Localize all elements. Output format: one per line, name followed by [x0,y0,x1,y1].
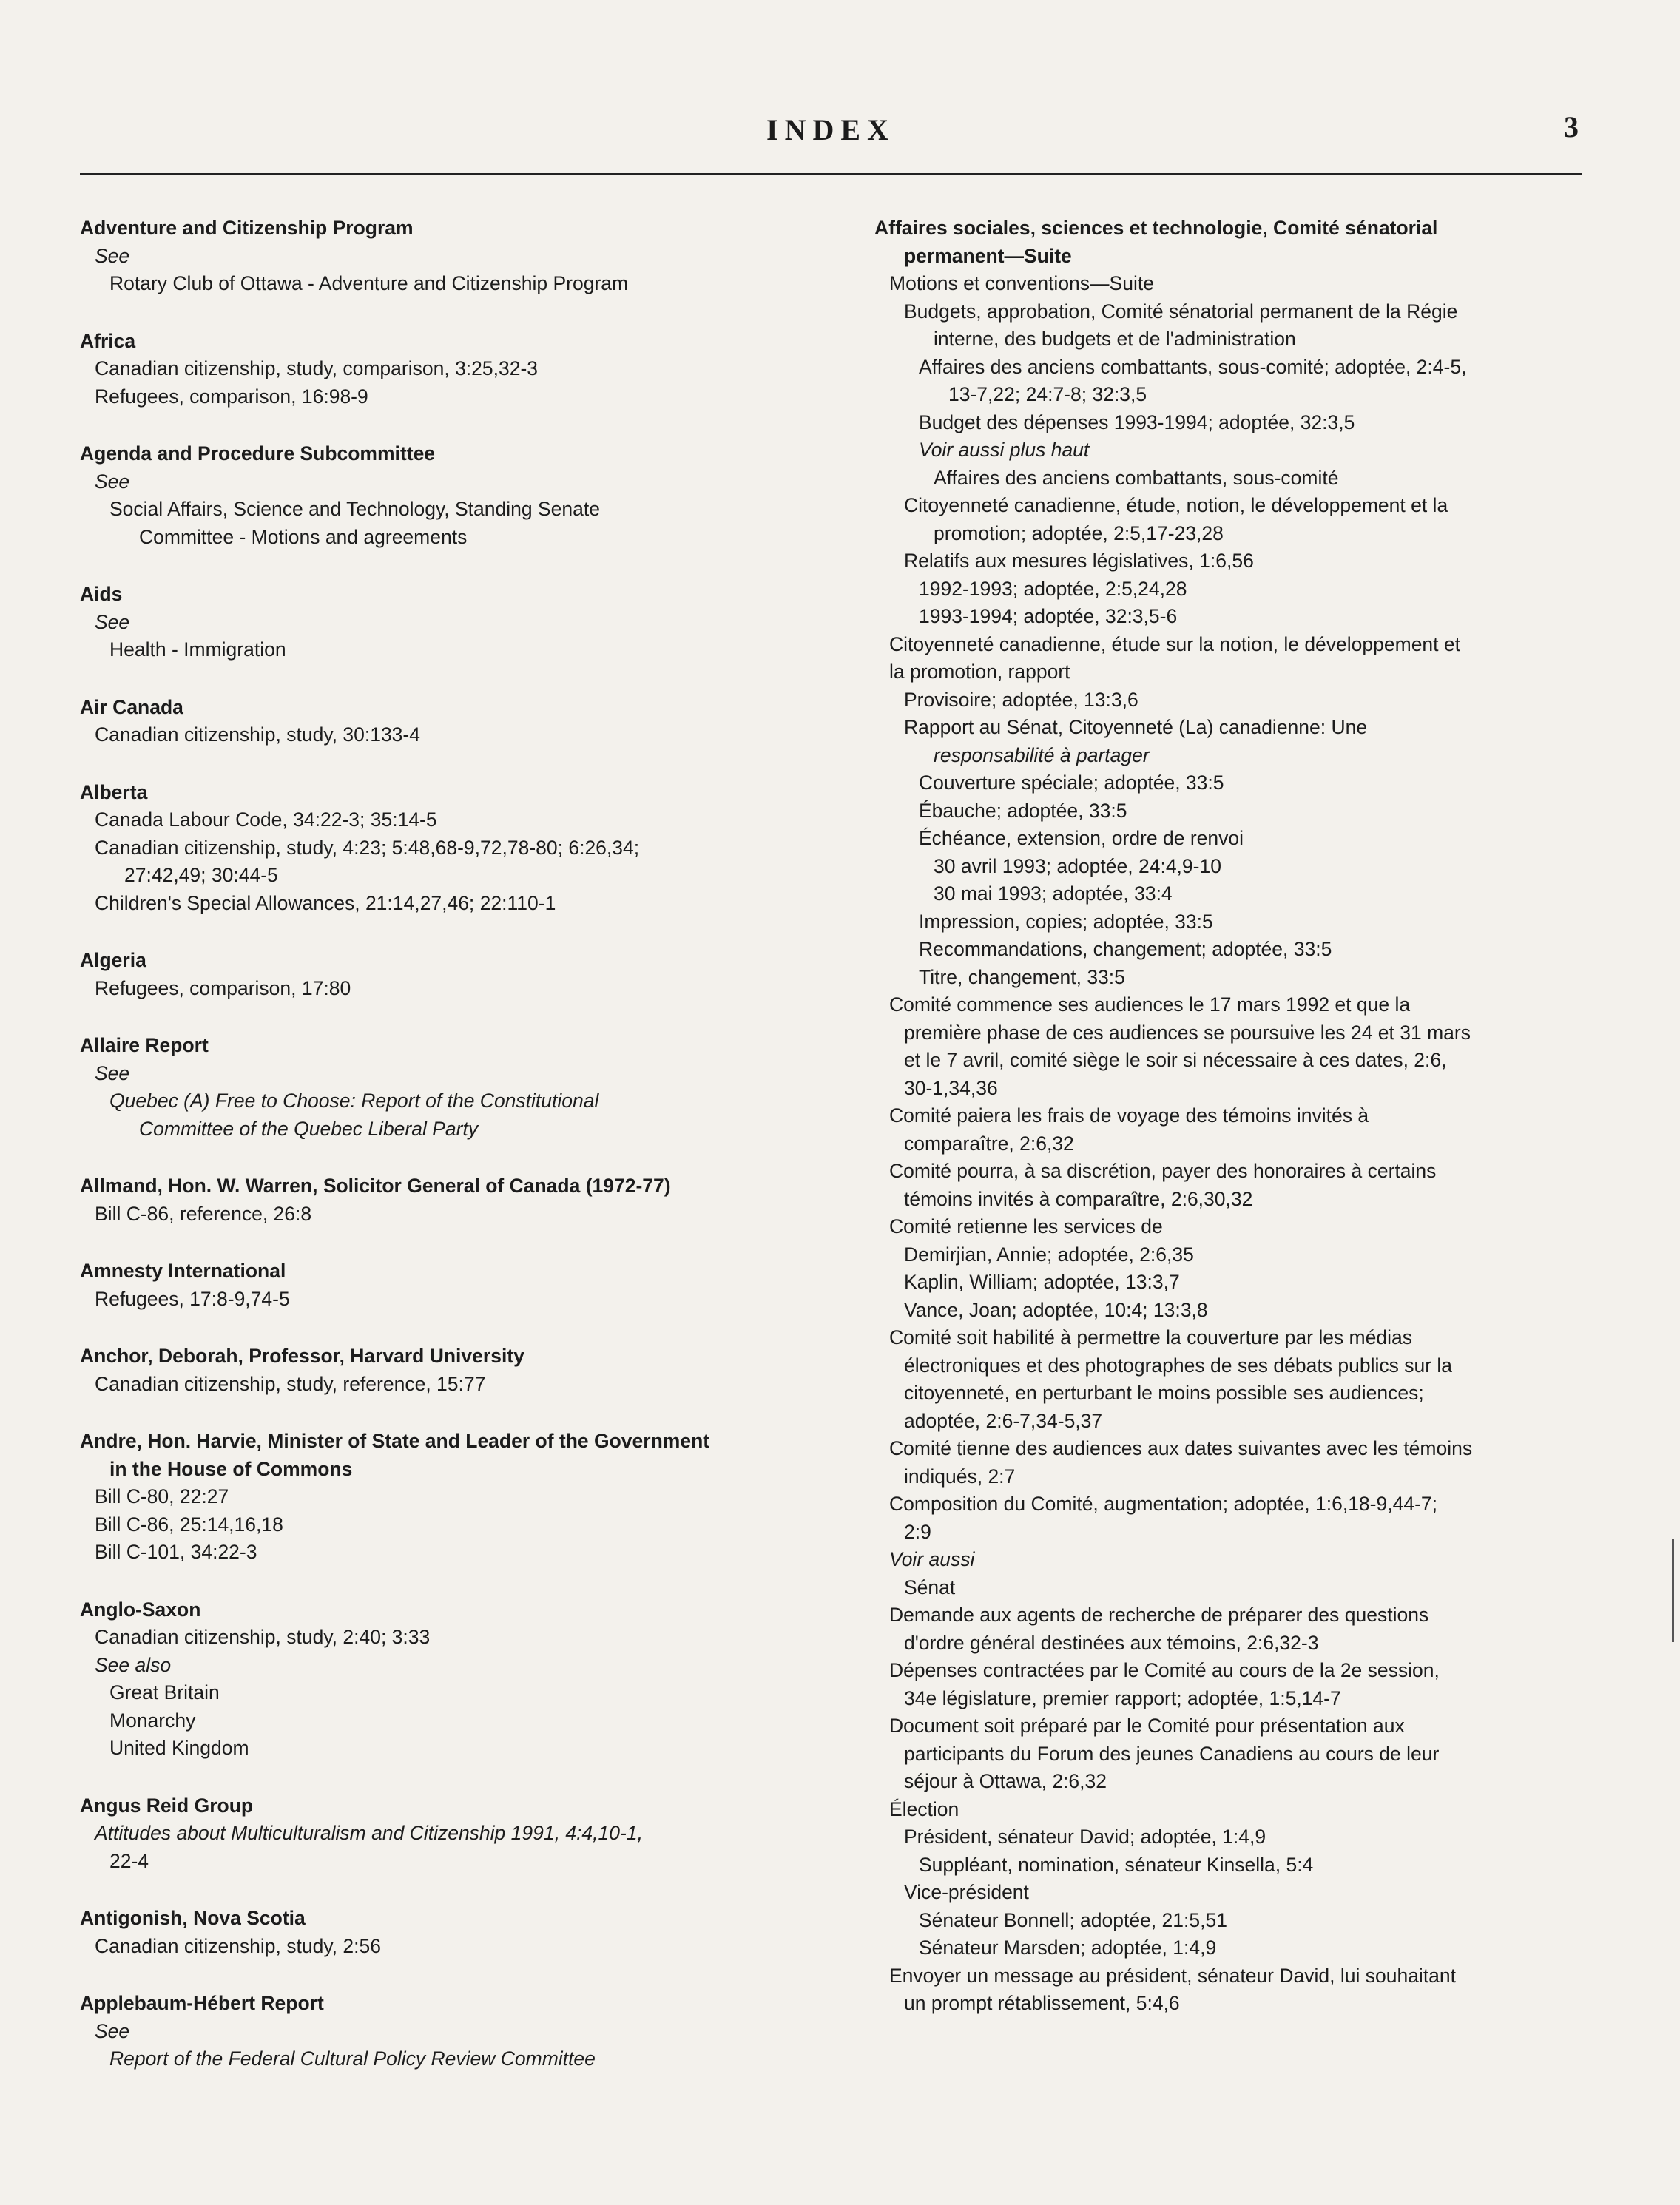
index-subentry: Demande aux agents de recherche de préparer des questions [889,1604,1429,1626]
index-subentry: Rapport au Sénat, Citoyenneté (La) canadienne: Une [904,716,1368,738]
index-subentry: See [95,470,130,493]
index-entry [80,779,827,918]
index-subentry: Ébauche; adoptée, 33:5 [919,799,1127,822]
index-subentry: d'ordre général destinées aux témoins, 2:6,32-3 [904,1631,1319,1654]
index-heading: Allaire Report [80,1034,209,1056]
index-subentry: 30-1,34,36 [904,1076,998,1099]
index-subentry: Bill C-80, 22:27 [95,1485,229,1507]
index-subentry: Refugees, comparison, 17:80 [95,976,351,999]
index-subentry: adoptée, 2:6-7,34-5,37 [904,1409,1103,1432]
index-entry [80,1428,827,1567]
index-subentry: électroniques et des photographes de ses débats publics sur la [904,1354,1453,1377]
index-subentry: See [95,244,130,267]
index-subentry: participants du Forum des jeunes Canadiens au cours de leur [904,1742,1440,1765]
index-heading: Air Canada [80,695,183,718]
index-heading: Agenda and Procedure Subcommittee [80,442,436,465]
index-subentry: Canadian citizenship, study, comparison, 3:25,32-3 [95,357,539,379]
index-subentry: Couverture spéciale; adoptée, 33:5 [919,771,1224,794]
index-subentry: séjour à Ottawa, 2:6,32 [904,1770,1107,1792]
index-heading: Africa [80,329,136,352]
index-subentry: See [95,1061,130,1084]
index-subentry: See also [95,1653,172,1676]
index-subentry: United Kingdom [109,1737,249,1759]
index-subentry: Children's Special Allowances, 21:14,27,46; 22:110-1 [95,891,556,914]
index-subentry: Comité paiera les frais de voyage des témoins invités à [889,1104,1369,1127]
index-subentry: Président, sénateur David; adoptée, 1:4,9 [904,1826,1266,1848]
index-subentry: Voir aussi plus haut [919,439,1090,461]
index-heading: Allmand, Hon. W. Warren, Solicitor General of Canada (1972-77) [80,1175,671,1197]
index-subentry: 22-4 [109,1849,149,1872]
index-subentry: 1993-1994; adoptée, 32:3,5-6 [919,605,1178,627]
index-heading: Affaires sociales, sciences et technologie, Comité sénatorial [874,217,1438,239]
index-subentry: Comité tienne des audiences aux dates suivantes avec les témoins [889,1437,1473,1459]
index-subentry: Report of the Federal Cultural Policy Review Committee [109,2047,596,2070]
index-entry [80,1792,827,1876]
index-subentry: interne, des budgets et de l'administration [934,328,1296,350]
index-entry [80,581,827,664]
index-subentry: permanent—Suite [904,244,1072,267]
index-subentry: Citoyenneté canadienne, étude sur la notion, le développement et [889,632,1460,655]
index-subentry: Great Britain [109,1681,220,1703]
index-entry [80,440,827,551]
index-subentry: 30 avril 1993; adoptée, 24:4,9-10 [934,854,1221,877]
index-entry [80,1990,827,2073]
index-subentry: Vice-président [904,1881,1029,1903]
index-entry [80,1596,827,1763]
index-subentry: 2:9 [904,1520,931,1543]
index-subentry: Committee - Motions and agreements [139,525,468,548]
index-subentry: Impression, copies; adoptée, 33:5 [919,910,1213,933]
index-subentry: Vance, Joan; adoptée, 10:4; 13:3,8 [904,1298,1208,1321]
index-subentry: Affaires des anciens combattants, sous-comité [934,466,1339,489]
page-title: INDEX [766,113,895,146]
index-subentry: Provisoire; adoptée, 13:3,6 [904,688,1138,711]
index-subentry: Health - Immigration [109,638,286,661]
index-heading: Andre, Hon. Harvie, Minister of State and Leader of the Government [80,1430,710,1452]
index-subentry: Demirjian, Annie; adoptée, 2:6,35 [904,1243,1194,1266]
index-subentry: 1992-1993; adoptée, 2:5,24,28 [919,577,1187,600]
index-subentry: 27:42,49; 30:44-5 [124,864,278,886]
index-subentry: Sénateur Marsden; adoptée, 1:4,9 [919,1936,1217,1959]
page-header [80,109,1582,175]
left-index-column [80,215,827,2103]
index-subentry: 34e législature, premier rapport; adoptée, 1:5,14-7 [904,1686,1341,1709]
index-subentry: Relatifs aux mesures législatives, 1:6,56 [904,550,1254,572]
index-subentry: Recommandations, changement; adoptée, 33:5 [919,938,1332,960]
index-subentry: Document soit préparé par le Comité pour présentation aux [889,1715,1405,1737]
index-entry [80,1172,827,1228]
page-edge-mark [1672,1539,1674,1642]
index-entry [80,947,827,1002]
index-entry [80,1905,827,1960]
index-subentry: Committee of the Quebec Liberal Party [139,1117,479,1140]
index-subentry: Comité retienne les services de [889,1215,1163,1237]
index-heading: Anglo-Saxon [80,1598,201,1621]
index-subentry: Attitudes about Multiculturalism and Citizenship 1991, 4:4,10-1, [95,1822,643,1844]
index-subentry: Sénat [904,1576,956,1598]
index-subentry: Canadian citizenship, study, 4:23; 5:48,68-9,72,78-80; 6:26,34; [95,836,640,859]
index-subentry: Bill C-86, 25:14,16,18 [95,1513,283,1536]
index-subentry: Comité commence ses audiences le 17 mars 1992 et que la [889,993,1411,1016]
index-subentry: Refugees, comparison, 16:98-9 [95,385,368,408]
index-subentry: promotion; adoptée, 2:5,17-23,28 [934,521,1224,544]
index-subentry: et le 7 avril, comité siège le soir si nécessaire à ces dates, 2:6, [904,1049,1447,1071]
index-subentry: Composition du Comité, augmentation; adoptée, 1:6,18-9,44-7; [889,1493,1437,1515]
index-subentry: Élection [889,1797,959,1820]
index-subentry: Motions et conventions—Suite [889,272,1154,294]
index-subentry: indiqués, 2:7 [904,1465,1016,1488]
index-subentry: Comité pourra, à sa discrétion, payer des honoraires à certains [889,1160,1437,1182]
index-subentry: Bill C-101, 34:22-3 [95,1541,257,1563]
index-entry [80,1032,827,1143]
index-subentry: Envoyer un message au président, sénateur David, lui souhaitant [889,1964,1457,1987]
index-subentry: responsabilité à partager [934,743,1150,766]
index-heading: Antigonish, Nova Scotia [80,1907,306,1929]
index-subentry: Social Affairs, Science and Technology, Standing Senate [109,498,600,520]
index-subentry: Voir aussi [889,1548,975,1570]
index-entry [80,328,827,411]
index-subentry: Titre, changement, 33:5 [919,965,1125,988]
index-subentry: Échéance, extension, ordre de renvoi [919,827,1244,849]
index-heading: Alberta [80,780,148,803]
index-subentry: première phase de ces audiences se poursuive les 24 et 31 mars [904,1021,1471,1044]
page-number: 3 [1564,110,1579,143]
index-heading: Algeria [80,949,146,971]
index-subentry: 30 mai 1993; adoptée, 33:4 [934,882,1173,905]
index-subentry: Sénateur Bonnell; adoptée, 21:5,51 [919,1908,1227,1931]
index-subentry: Rotary Club of Ottawa - Adventure and Citizenship Program [109,272,629,294]
right-index-column [874,215,1614,2047]
index-subentry: Canada Labour Code, 34:22-3; 35:14-5 [95,808,437,831]
index-subentry: See [95,610,130,633]
index-subentry: 13-7,22; 24:7-8; 32:3,5 [948,383,1147,405]
index-subentry: Dépenses contractées par le Comité au cours de la 2e session, [889,1659,1440,1681]
index-entry [874,215,1614,2018]
index-subentry: Bill C-86, reference, 26:8 [95,1202,312,1225]
index-subentry: Suppléant, nomination, sénateur Kinsella, 5:4 [919,1853,1314,1876]
index-subentry: Canadian citizenship, study, reference, 15:77 [95,1372,486,1395]
index-heading: Amnesty International [80,1260,286,1282]
index-subentry: comparaître, 2:6,32 [904,1132,1074,1155]
index-subentry: Canadian citizenship, study, 30:133-4 [95,723,420,746]
index-subentry: Canadian citizenship, study, 2:56 [95,1934,381,1957]
index-heading: Adventure and Citizenship Program [80,217,414,239]
index-subentry: in the House of Commons [109,1457,353,1480]
index-heading: Applebaum-Hébert Report [80,1992,324,2014]
index-subentry: Canadian citizenship, study, 2:40; 3:33 [95,1626,431,1648]
index-subentry: Comité soit habilité à permettre la couverture par les médias [889,1326,1412,1348]
index-subentry: Refugees, 17:8-9,74-5 [95,1287,290,1310]
index-subentry: un prompt rétablissement, 5:4,6 [904,1992,1180,2014]
index-heading: Aids [80,583,123,605]
index-subentry: Monarchy [109,1709,196,1732]
index-heading: Anchor, Deborah, Professor, Harvard University [80,1345,524,1367]
index-entry [80,1343,827,1398]
index-subentry: témoins invités à comparaître, 2:6,30,32 [904,1187,1253,1210]
index-subentry: Citoyenneté canadienne, étude, notion, le développement et la [904,494,1448,516]
index-subentry: citoyenneté, en perturbant le moins possible ses audiences; [904,1382,1424,1404]
index-subentry: Budgets, approbation, Comité sénatorial permanent de la Régie [904,300,1458,323]
index-subentry: la promotion, rapport [889,661,1070,683]
index-subentry: Affaires des anciens combattants, sous-comité; adoptée, 2:4-5, [919,355,1467,378]
index-subentry: Kaplin, William; adoptée, 13:3,7 [904,1271,1180,1293]
index-entry [80,1257,827,1313]
index-entry [80,215,827,298]
index-subentry: Budget des dépenses 1993-1994; adoptée, 32:3,5 [919,411,1355,433]
index-heading: Angus Reid Group [80,1794,254,1817]
index-entry [80,694,827,749]
index-subentry: See [95,2019,130,2042]
index-subentry: Quebec (A) Free to Choose: Report of the Constitutional [109,1090,599,1112]
